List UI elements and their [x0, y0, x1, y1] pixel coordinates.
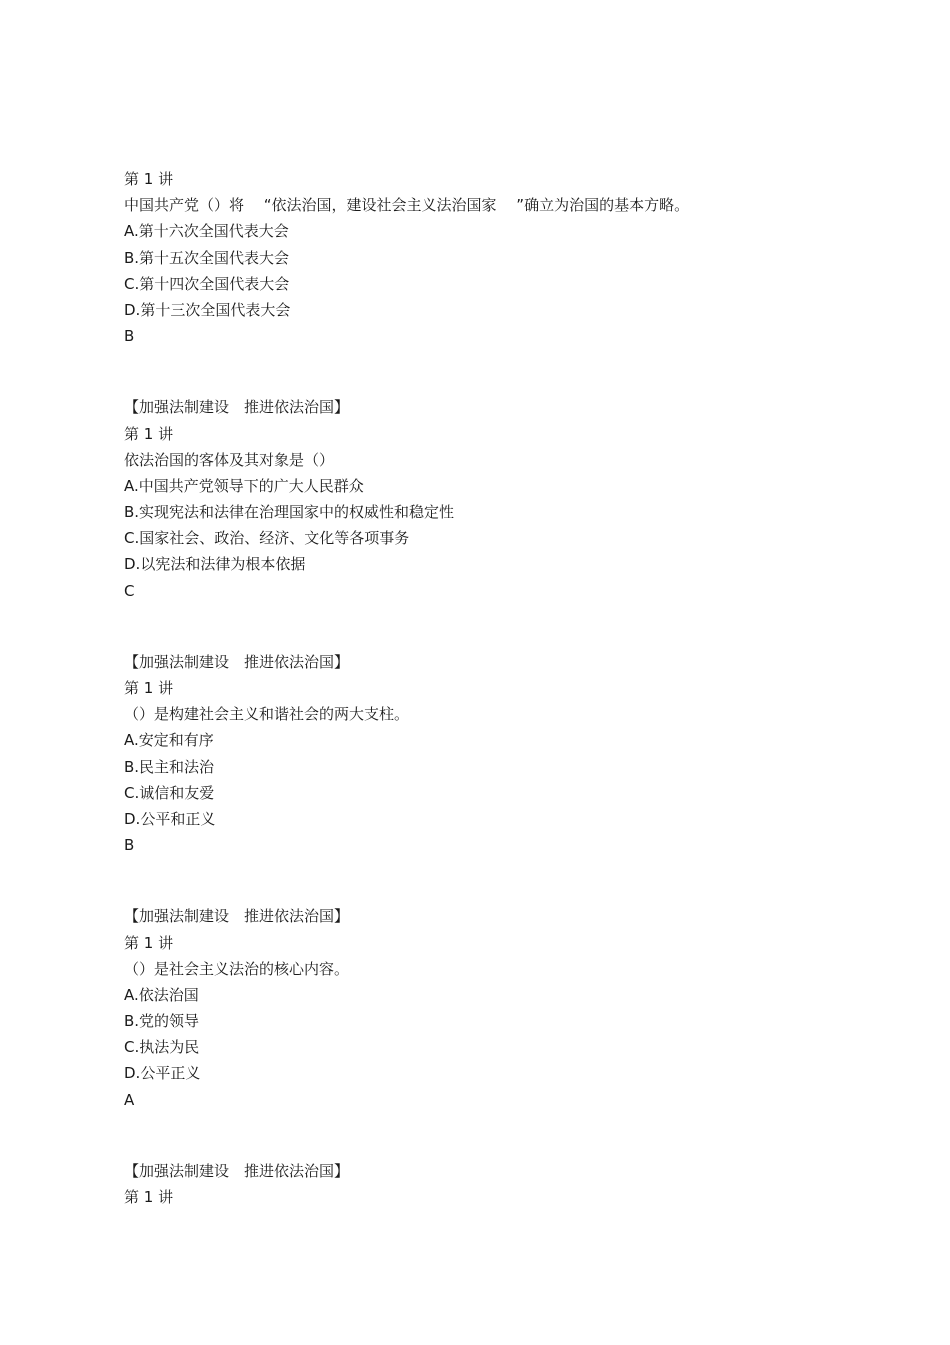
- option-c: C.诚信和友爱: [124, 783, 215, 802]
- question-block: [124, 649, 884, 859]
- question-block: [124, 394, 884, 604]
- option-b: B.实现宪法和法律在治理国家中的权威性和稳定性: [124, 503, 455, 522]
- answer-text: A: [124, 1090, 135, 1109]
- option-a: A.依法治国: [124, 985, 199, 1004]
- section-title: 【加强法制建设 推进依法治国】: [124, 1161, 350, 1180]
- lecture-label: 第 1 讲: [124, 424, 174, 443]
- option-d: D.公平和正义: [124, 809, 216, 828]
- question-block: [124, 903, 884, 1113]
- option-a: A.第十六次全国代表大会: [124, 222, 289, 241]
- question-text: 依法治国的客体及其对象是（）: [124, 450, 335, 469]
- option-a: A.中国共产党领导下的广大人民群众: [124, 476, 364, 495]
- answer-text: B: [124, 836, 135, 855]
- option-b: B.党的领导: [124, 1012, 200, 1031]
- question-text: （）是构建社会主义和谐社会的两大支柱。: [124, 705, 410, 724]
- lecture-label: 第 1 讲: [124, 1188, 174, 1206]
- option-d: D.公平正义: [124, 1064, 201, 1083]
- question-block: [124, 1158, 884, 1210]
- option-d: D.第十三次全国代表大会: [124, 300, 291, 319]
- section-title: 【加强法制建设 推进依法治国】: [124, 652, 350, 671]
- answer-text: B: [124, 327, 135, 346]
- lecture-label: 第 1 讲: [124, 170, 174, 188]
- option-d: D.以宪法和法律为根本依据: [124, 555, 306, 574]
- question-text: 中国共产党（）将 “依法治国，建设社会主义法治国家 ”确立为治国的基本方略。: [124, 196, 690, 215]
- option-c: C.国家社会、政治、经济、文化等各项事务: [124, 529, 410, 548]
- question-block: [124, 166, 884, 349]
- option-b: B.民主和法治: [124, 757, 215, 776]
- option-c: C.第十四次全国代表大会: [124, 274, 290, 293]
- answer-text: C: [124, 581, 135, 600]
- section-title: 【加强法制建设 推进依法治国】: [124, 907, 350, 926]
- document-page: [124, 166, 884, 1210]
- question-text: （）是社会主义法治的核心内容。: [124, 959, 350, 978]
- lecture-label: 第 1 讲: [124, 679, 174, 697]
- option-c: C.执法为民: [124, 1038, 200, 1057]
- option-b: B.第十五次全国代表大会: [124, 248, 290, 267]
- option-a: A.安定和有序: [124, 731, 214, 750]
- lecture-label: 第 1 讲: [124, 933, 174, 952]
- section-title: 【加强法制建设 推进依法治国】: [124, 398, 350, 417]
